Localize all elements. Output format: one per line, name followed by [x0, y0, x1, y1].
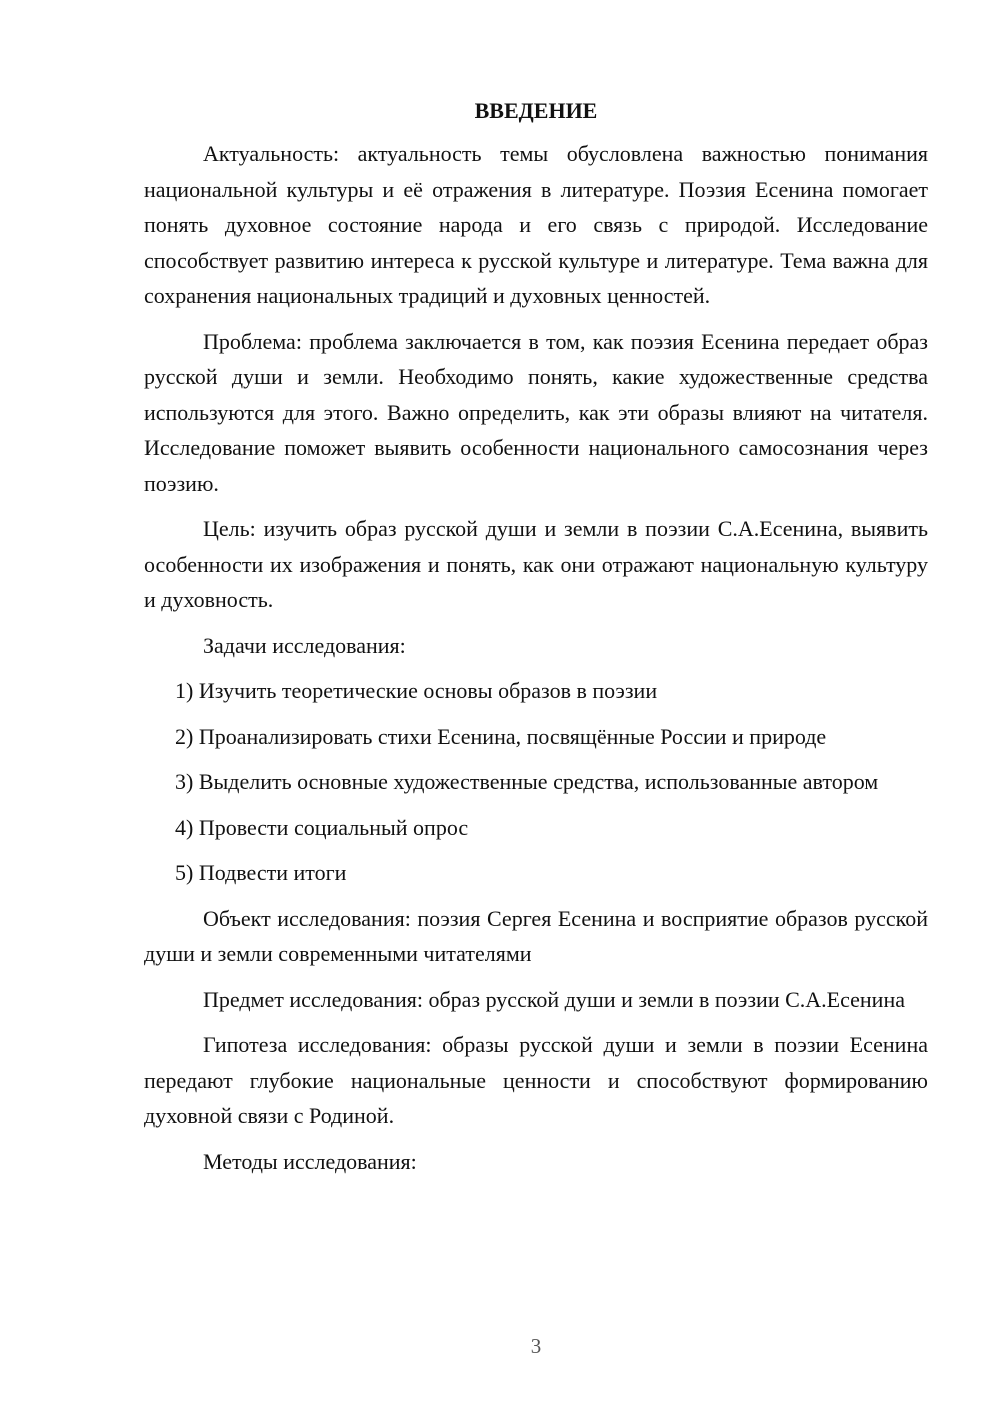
paragraph-problem: Проблема: проблема заключается в том, как поэзия Есенина передает образ русской души и земли. Необходимо понять, какие художественные средства используются для этого. Важно определить, как эти образы влияют на читателя. Исследование поможет выявить особенности национального самосознания через поэзию. — [144, 328, 928, 496]
tasks-heading: Задачи исследования: — [203, 632, 406, 658]
paragraph-subject: Предмет исследования: образ русской души и земли в поэзии С.А.Есенина — [203, 986, 905, 1012]
task-item-3: 3) Выделить основные художественные средства, использованные автором — [175, 769, 879, 794]
task-item-4: 4) Провести социальный опрос — [175, 814, 469, 840]
page-number: 3 — [530, 1334, 542, 1358]
task-item-5: 5) Подвести итоги — [175, 860, 347, 885]
paragraph-hypothesis: Гипотеза исследования: образы русской души и земли в поэзии Есенина передают глубокие национальные ценности и способствуют формированию духовной связи с Родиной. — [144, 1032, 928, 1128]
paragraph-goal: Цель: изучить образ русской души и земли в поэзии С.А.Есенина, выявить особенности их изображения и понять, как они отражают национальную культуру и духовность. — [144, 516, 928, 612]
task-item-2: 2) Проанализировать стихи Есенина, посвящённые России и природе — [175, 723, 827, 749]
page-title: ВВЕДЕНИЕ — [474, 98, 598, 123]
methods-heading: Методы исследования: — [203, 1148, 417, 1174]
paragraph-object: Объект исследования: поэзия Сергея Есенина и восприятие образов русской души и земли современными читателями — [144, 905, 928, 966]
page-content — [144, 96, 928, 1189]
task-item-1: 1) Изучить теоретические основы образов в поэзии — [175, 678, 658, 703]
paragraph-relevance: Актуальность: актуальность темы обусловлена важностью понимания национальной культуры и её отражения в литературе. Поэзия Есенина помогает понять духовное состояние народа и его связь с природой. Исследование способствует развитию интереса к русской культуре и литературе. Тема важна для сохранения национальных традиций и духовных ценностей. — [144, 141, 928, 308]
